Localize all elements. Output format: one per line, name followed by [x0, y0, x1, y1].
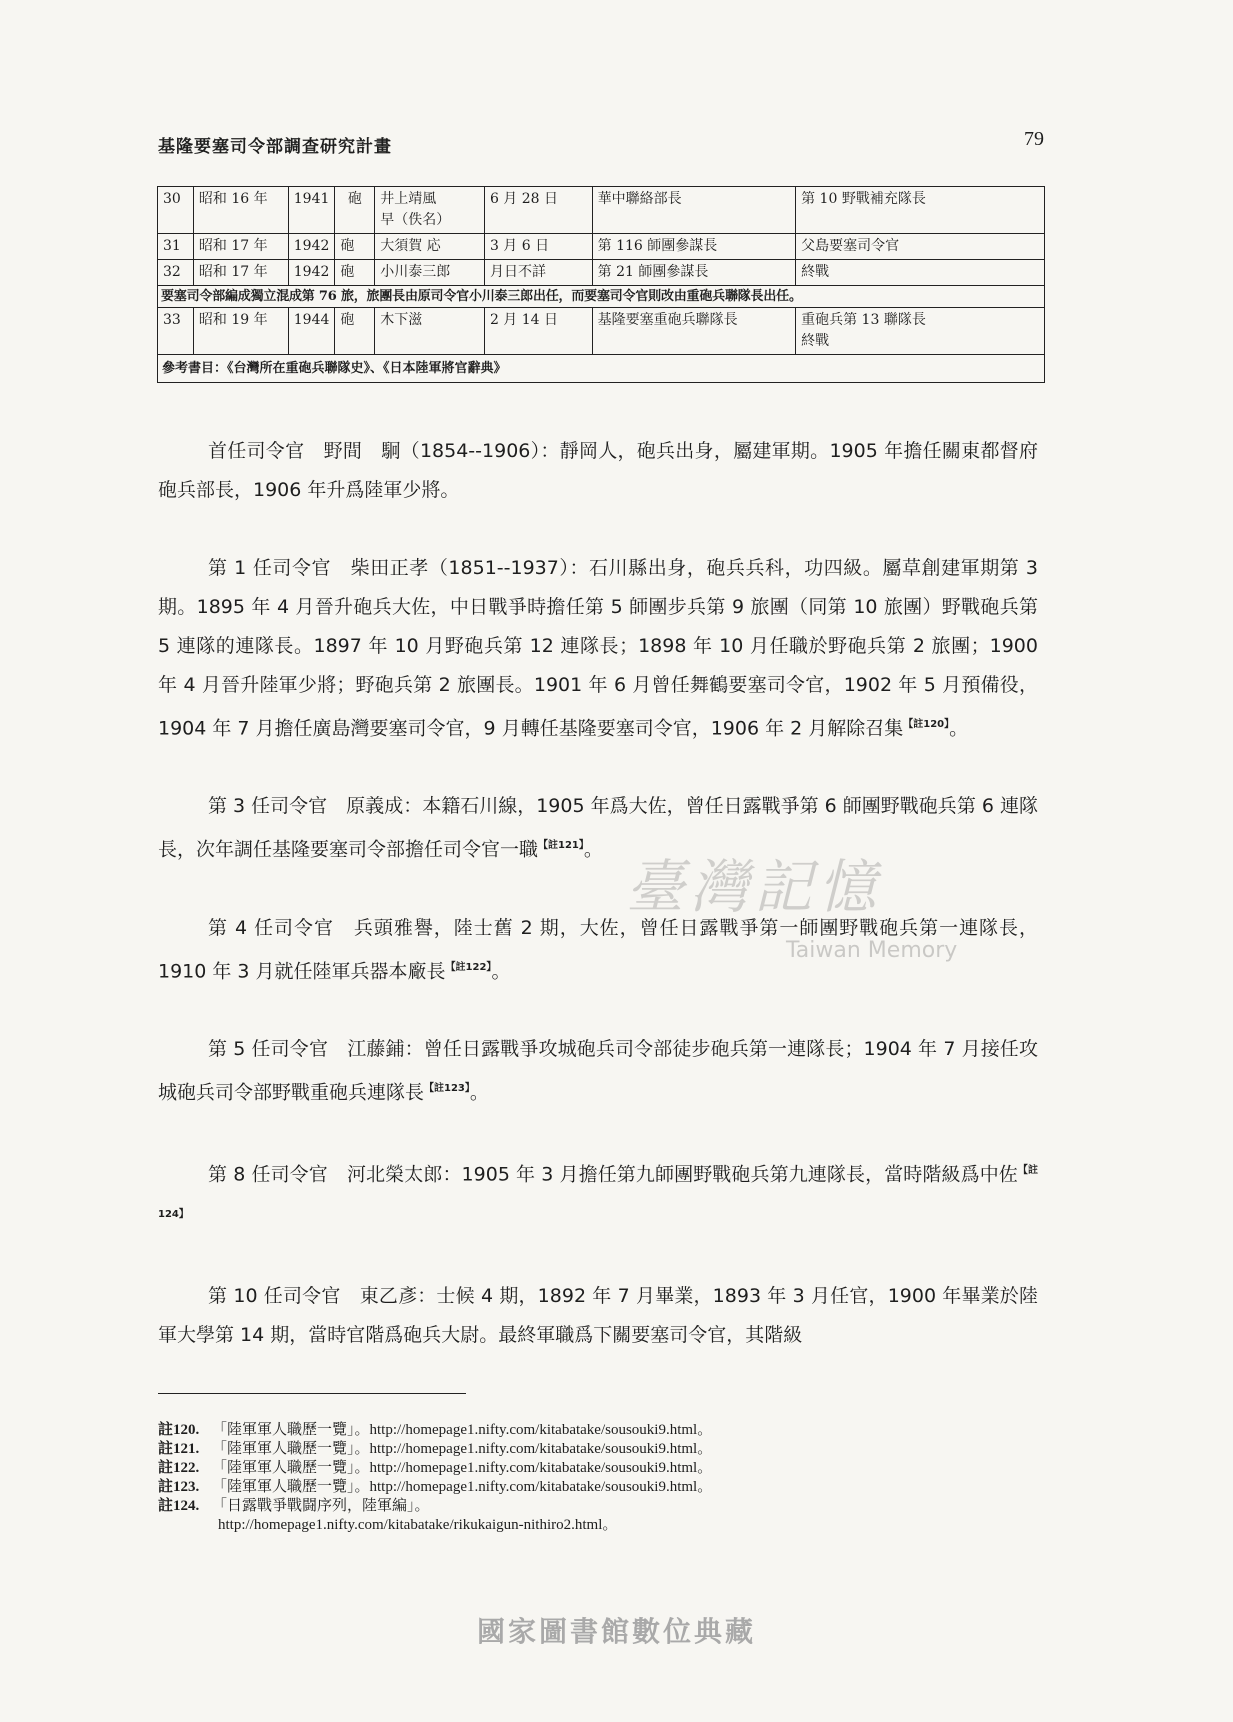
- footnote-text[interactable]: 「陸軍軍人職歷一覽」。http://homepage1.nifty.com/kitabatake/sousouki9.html。: [212, 1479, 713, 1495]
- table-cell: 小川泰三郎: [375, 260, 485, 286]
- footnote-ref[interactable]: 【註121】: [538, 840, 584, 852]
- paragraph-higashi: 第 10 任司令官 東乙彥：士候 4 期，1892 年 7 月畢業，1893 年 3 月任官，1900 年畢業於陸軍大學第 14 期，當時官階爲砲兵大尉。最終軍職爲下關要塞司令官，其階級: [158, 1284, 1038, 1346]
- footnote-ref[interactable]: 【註122】: [445, 961, 492, 973]
- table-cell: 1942: [288, 260, 335, 286]
- page-number: 79: [1024, 128, 1044, 150]
- table-row: [158, 308, 1045, 355]
- table-cell: 32: [158, 260, 194, 286]
- paragraph-end: 。: [949, 717, 969, 740]
- paragraph-eto: [158, 1030, 1038, 1112]
- paragraph-nojima: 首任司令官 野間 駉（1854--1906）：靜岡人，砲兵出身，屬建軍期。1905 年擔任關東都督府砲兵部長，1906 年升爲陸軍少將。: [158, 440, 1038, 501]
- footnote-text[interactable]: 「陸軍軍人職歷一覽」。http://homepage1.nifty.com/kitabatake/sousouki9.html。: [212, 1460, 713, 1476]
- table-cell: 第 116 師團參謀長: [592, 234, 795, 260]
- table-cell: 基隆要塞重砲兵聯隊長: [592, 308, 795, 355]
- footnote-label: 註124.: [158, 1498, 200, 1514]
- footnote-item: [158, 1497, 1058, 1516]
- footnote-text[interactable]: 「陸軍軍人職歷一覽」。http://homepage1.nifty.com/kitabatake/sousouki9.html。: [212, 1441, 713, 1457]
- table-cell: 昭和 17 年: [193, 260, 288, 286]
- table-cell: 第 10 野戰補充隊長: [796, 187, 1045, 234]
- table-references-row: [158, 355, 1045, 383]
- footnote-item: [158, 1478, 1058, 1497]
- table-cell: 重砲兵第 13 聯隊長 終戰: [796, 308, 1045, 355]
- library-footer: 國家圖書館數位典藏: [476, 1615, 756, 1648]
- table-cell: 井上靖風 早（佚名）: [375, 187, 485, 234]
- paragraph-hara: [158, 787, 1038, 869]
- paragraph-text: 第 1 任司令官 柴田正孝（1851--1937）：石川縣出身，砲兵兵科，功四級。屬草創建軍期第 3 期。1895 年 4 月晉升砲兵大佐，中日戰爭時擔任第 5 師團步兵第 9 旅團（同第 10 旅團）野戰砲兵第 5 連隊的連隊長。1897 年 10 月野砲兵第 12 連隊長；1898 年 10 月任職於野砲兵第 2 旅團；1900 年 4 月晉升陸軍少將；野砲兵第 2 旅團長。1901 年 6 月曾任舞鶴要塞司令官，1902 年 5 月預備役，1904 年 7 月擔任廣島灣要塞司令官，9 月轉任基隆要塞司令官，1906 年 2 月解除召集: [158, 557, 1038, 740]
- paragraph-text: 第 3 任司令官 原義成：本籍石川線，1905 年爲大佐，曾任日露戰爭第 6 師團野戰砲兵第 6 連隊長，次年調任基隆要塞司令部擔任司令官一職: [158, 795, 1038, 861]
- footnote-ref[interactable]: 【註123】: [424, 1082, 470, 1094]
- table-cell: 33: [158, 308, 194, 355]
- paragraph-shibata: [158, 549, 1038, 748]
- table-cell: 華中聯絡部長: [592, 187, 795, 234]
- table-references: 參考書目：《台灣所在重砲兵聯隊史》、《日本陸軍將官辭典》: [158, 355, 1045, 383]
- running-title: 基隆要塞司令部調查研究計畫: [158, 137, 392, 157]
- paragraph-hyodo: [158, 909, 1038, 991]
- table-note-row: [158, 286, 1045, 308]
- footnote-text: 「日露戰爭戰闘序列，陸軍編」。: [212, 1498, 430, 1514]
- table-cell: 木下滋: [375, 308, 485, 355]
- paragraph-end: 。: [469, 1081, 489, 1104]
- table-cell: 砲: [335, 187, 375, 234]
- table-cell: 月日不詳: [484, 260, 592, 286]
- table-cell: 第 21 師團參謀長: [592, 260, 795, 286]
- footnote-item: [158, 1421, 1058, 1440]
- table-cell: 終戰: [796, 260, 1045, 286]
- paragraph-text: 第 4 任司令官 兵頭雅譽，陸士舊 2 期，大佐，曾任日露戰爭第一師團野戰砲兵第一連隊長，1910 年 3 月就任陸軍兵器本廠長: [158, 916, 1038, 982]
- table-cell: 1944: [288, 308, 335, 355]
- footnote-text[interactable]: 「陸軍軍人職歷一覽」。http://homepage1.nifty.com/kitabatake/sousouki9.html。: [212, 1422, 713, 1438]
- paragraph-end: 。: [491, 959, 511, 982]
- table-cell: 砲: [335, 234, 375, 260]
- table-cell: 31: [158, 234, 194, 260]
- table-cell: 砲: [335, 308, 375, 355]
- footnote-divider: [158, 1393, 466, 1394]
- table-cell: 大須賀 応: [375, 234, 485, 260]
- paragraph-end: 。: [583, 838, 603, 861]
- table-row: [158, 234, 1045, 260]
- table-cell: 6 月 28 日: [484, 187, 592, 234]
- table-cell: 2 月 14 日: [484, 308, 592, 355]
- footnote-label: 註122.: [158, 1460, 200, 1476]
- table-cell: 30: [158, 187, 194, 234]
- paragraph-kawakita: [158, 1151, 1038, 1238]
- footnotes: [158, 1421, 1058, 1535]
- footnote-item: [158, 1459, 1058, 1478]
- watermark-calligraphy: 臺灣記憶: [626, 853, 883, 921]
- footnote-label: 註121.: [158, 1441, 200, 1457]
- table-row: [158, 260, 1045, 286]
- table-cell: 昭和 19 年: [193, 308, 288, 355]
- paragraph-text: 第 5 任司令官 江藤鋪：曾任日露戰爭攻城砲兵司令部徒步砲兵第一連隊長；1904 年 7 月接任攻城砲兵司令部野戰重砲兵連隊長: [158, 1037, 1038, 1104]
- table-cell: 1942: [288, 234, 335, 260]
- table-cell: 砲: [335, 260, 375, 286]
- table-cell: 3 月 6 日: [484, 234, 592, 260]
- table-note: 要塞司令部編成獨立混成第 76 旅，旅團長由原司令官小川泰三郎出任，而要塞司令官則改由重砲兵聯隊長出任。: [158, 286, 1045, 308]
- commander-table: [157, 186, 1045, 383]
- watermark-caption: Taiwan Memory: [786, 938, 958, 963]
- footnote-ref[interactable]: 【註124】: [158, 1165, 1039, 1220]
- table-cell: 昭和 16 年: [193, 187, 288, 234]
- paragraph-text: 第 8 任司令官 河北榮太郎：1905 年 3 月擔任第九師團野戰砲兵第九連隊長，當時階級爲中佐: [208, 1163, 1018, 1186]
- footnote-ref[interactable]: 【註120】: [903, 719, 950, 730]
- footnote-label: 註120.: [158, 1422, 200, 1438]
- table-cell: 昭和 17 年: [193, 234, 288, 260]
- table-row: [158, 187, 1045, 234]
- footnote-continuation[interactable]: http://homepage1.nifty.com/kitabatake/rikukaigun-nithiro2.html。: [218, 1517, 618, 1533]
- body-text: [158, 432, 1038, 1394]
- table-cell: 父島要塞司令官: [796, 234, 1045, 260]
- footnote-label: 註123.: [158, 1479, 200, 1495]
- table-cell: 1941: [288, 187, 335, 234]
- footnote-item: [158, 1440, 1058, 1459]
